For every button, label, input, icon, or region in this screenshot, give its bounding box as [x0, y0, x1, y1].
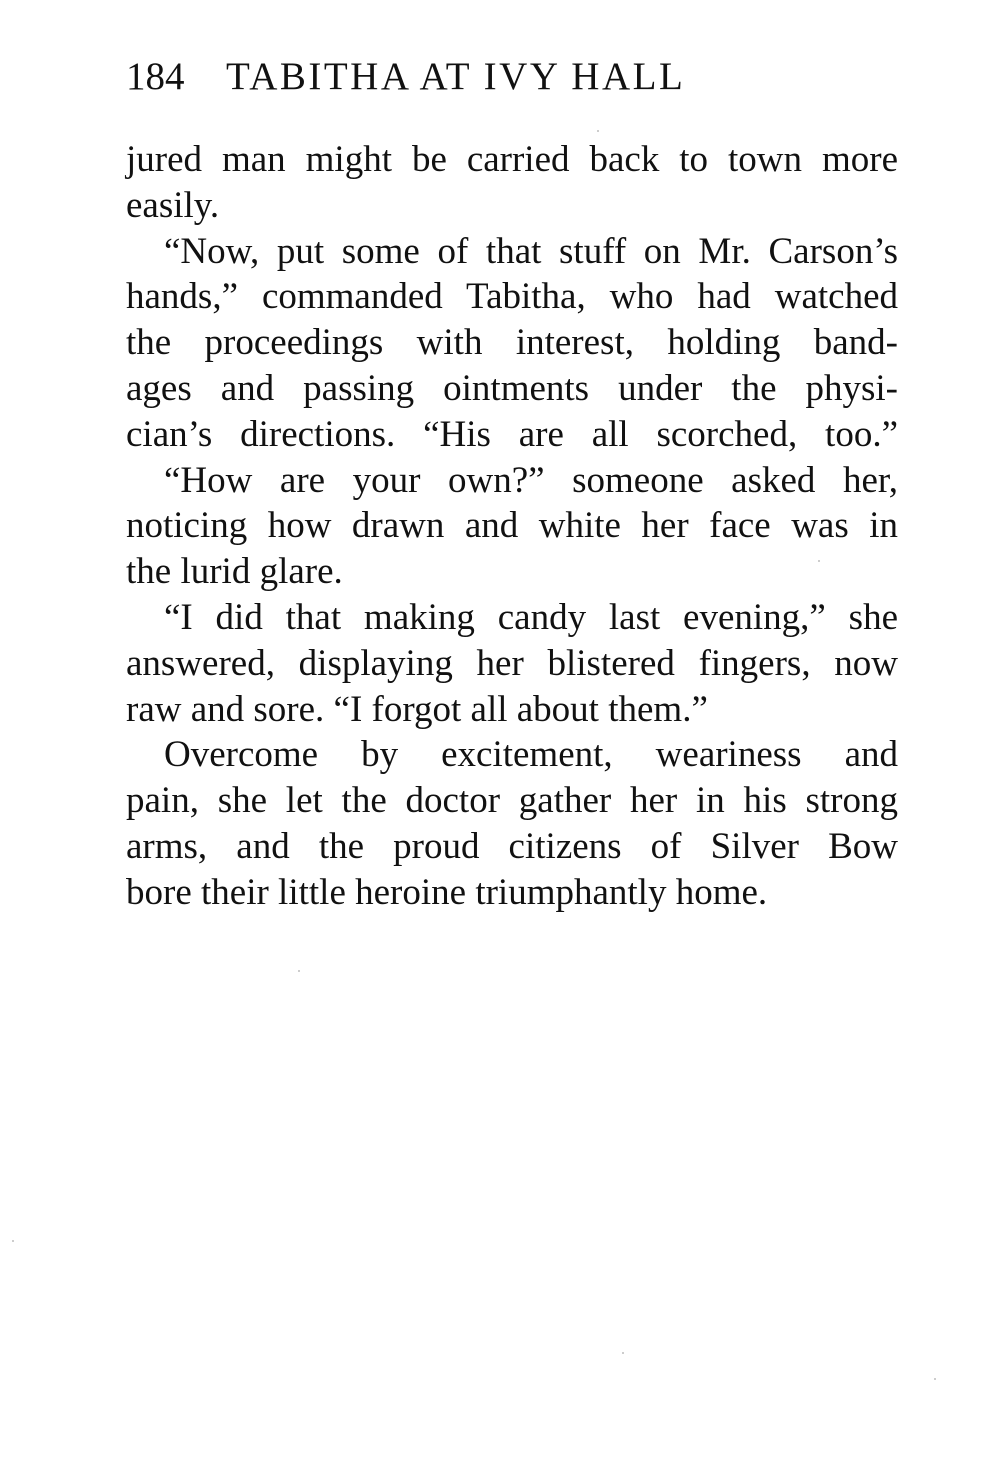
running-title: TABITHA AT IVY HALL: [226, 55, 686, 98]
text-line: arms, and the proud citizens of Silver Bow: [126, 825, 898, 867]
scan-speck: [622, 1352, 624, 1354]
text-line: jured man might be carried back to town more: [126, 139, 898, 180]
text-line: cian’s directions. “His are all scorched, too.”: [126, 413, 898, 455]
paragraph-first-line: “I did that making candy last evening,” she: [164, 596, 898, 638]
text-line: raw and sore. “I forgot all about them.”: [126, 688, 708, 730]
text-line: ages and passing ointments under the physi-: [126, 367, 898, 409]
running-head: [126, 52, 906, 102]
scan-speck: [597, 130, 599, 132]
body-text: [126, 137, 898, 916]
text-line: easily.: [126, 184, 220, 226]
text-line: bore their little heroine triumphantly home.: [126, 871, 768, 913]
scan-speck: [298, 970, 300, 972]
scan-speck: [934, 1378, 936, 1380]
scan-speck: [818, 560, 820, 562]
text-line: the proceedings with interest, holding band-: [126, 322, 898, 364]
text-line: pain, she let the doctor gather her in his strong: [126, 780, 898, 822]
text-line: the lurid glare.: [126, 551, 343, 593]
text-line: hands,” commanded Tabitha, who had watched: [126, 276, 898, 318]
text-line: answered, displaying her blistered fingers, now: [126, 642, 898, 684]
paragraph-first-line: Overcome by excitement, weariness and: [164, 734, 898, 776]
paragraph-first-line: “Now, put some of that stuff on Mr. Carson’s: [164, 230, 898, 272]
text-line: noticing how drawn and white her face was in: [126, 505, 898, 547]
paragraph-first-line: “How are your own?” someone asked her,: [164, 459, 898, 501]
scan-speck: [12, 1240, 14, 1242]
page-number: 184: [126, 55, 185, 98]
